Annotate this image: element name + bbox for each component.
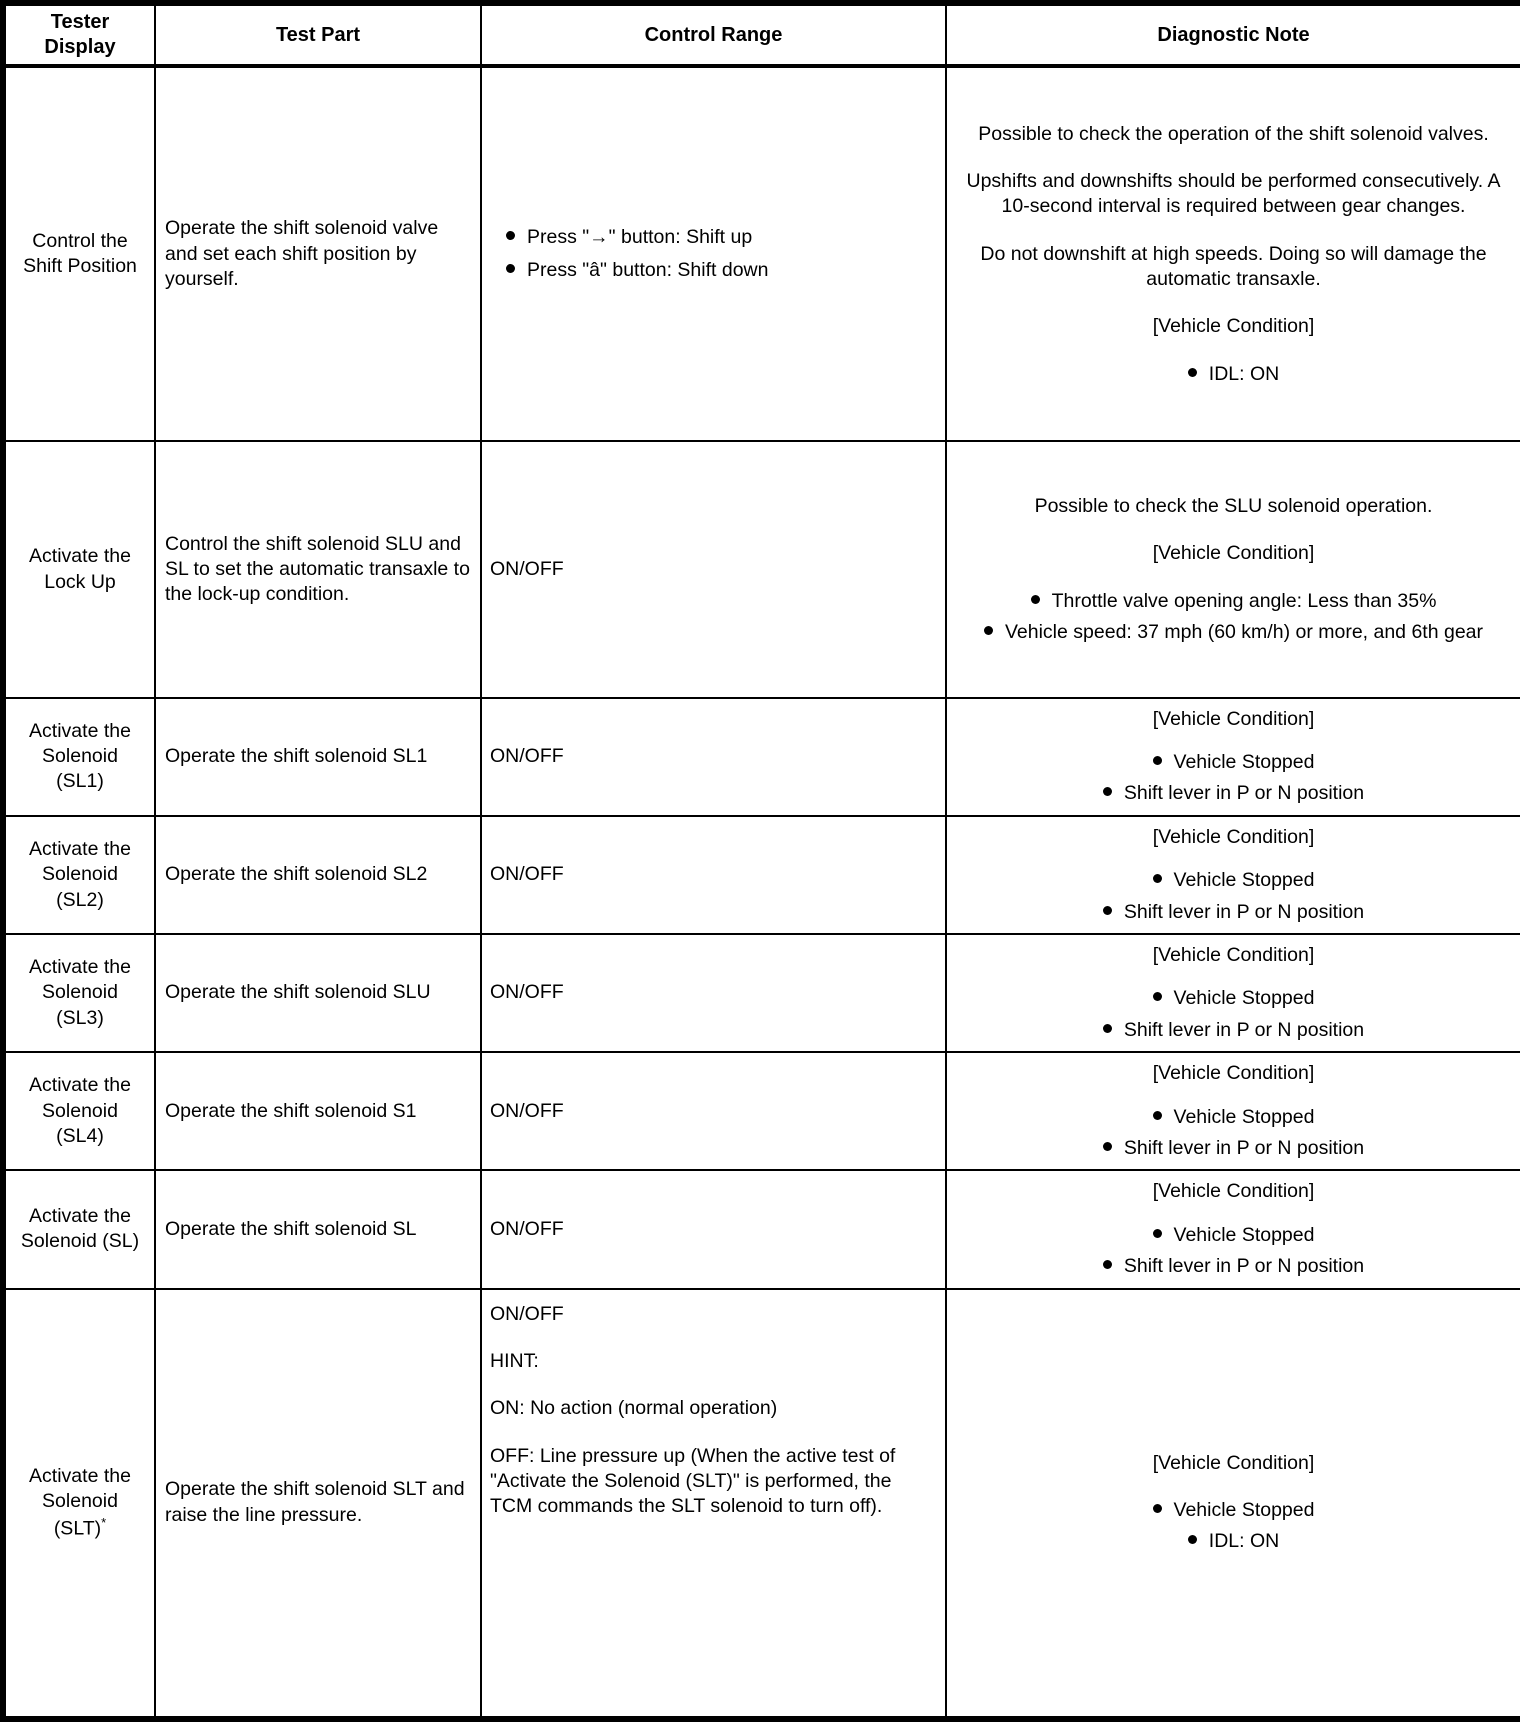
range-bullet-text: Press "â" button: Shift down	[527, 259, 769, 282]
vehicle-condition-label: [Vehicle Condition]	[1152, 944, 1315, 967]
cell-test-part: Operate the shift solenoid SL	[155, 1170, 481, 1288]
cell-tester-display: Control the Shift Position	[3, 66, 155, 441]
bullet-icon	[506, 231, 515, 240]
bullet-icon	[984, 626, 993, 635]
table-row	[3, 1170, 1520, 1288]
note-bullet-text: Shift lever in P or N position	[1123, 1136, 1365, 1159]
vehicle-condition-label: [Vehicle Condition]	[1152, 1180, 1315, 1203]
vehicle-condition-label: [Vehicle Condition]	[1152, 707, 1315, 730]
table-row	[3, 441, 1520, 697]
note-bullet-text: Throttle valve opening angle: Less than 35%	[1051, 589, 1437, 612]
cell-tester-display: Activate the Solenoid (SL4)	[3, 1052, 155, 1170]
cell-diagnostic-note	[946, 66, 1520, 441]
note-paragraph: Possible to check the operation of the shift solenoid valves.	[978, 122, 1489, 145]
note-bullet-item	[959, 1529, 1508, 1554]
bullet-icon	[1103, 1260, 1112, 1269]
note-bullet-text: Shift lever in P or N position	[1123, 900, 1365, 923]
cell-test-part: Operate the shift solenoid SLU	[155, 934, 481, 1052]
cell-diagnostic-note	[946, 698, 1520, 816]
note-bullet-text: Vehicle speed: 37 mph (60 km/h) or more, and 6th gear	[1004, 620, 1484, 643]
note-bullet-item	[959, 362, 1508, 387]
cell-test-part: Operate the shift solenoid SL1	[155, 698, 481, 816]
bullet-icon	[506, 264, 515, 273]
header-control-range: Control Range	[481, 3, 946, 66]
bullet-icon	[1103, 1142, 1112, 1151]
bullet-icon	[1031, 595, 1040, 604]
note-bullet-item	[959, 900, 1508, 925]
bullet-icon	[1188, 368, 1197, 377]
note-bullet-item	[959, 986, 1508, 1011]
note-bullet-text: Vehicle Stopped	[1173, 1499, 1315, 1522]
cell-tester-display	[3, 1289, 155, 1720]
cell-control-range	[481, 66, 946, 441]
cell-test-part: Operate the shift solenoid S1	[155, 1052, 481, 1170]
bullet-icon	[1153, 1111, 1162, 1120]
range-bullet-item	[506, 258, 937, 283]
note-paragraph: Upshifts and downshifts should be performed consecutively. A 10-second interval is required between gear changes.	[966, 169, 1501, 218]
range-bullet-item	[506, 225, 937, 250]
cell-test-part: Operate the shift solenoid SL2	[155, 816, 481, 934]
cell-test-part: Operate the shift solenoid valve and set each shift position by yourself.	[155, 66, 481, 441]
table-row	[3, 1289, 1520, 1720]
bullet-icon	[1153, 1504, 1162, 1513]
range-line: OFF: Line pressure up (When the active test of "Activate the Solenoid (SLT)" is performed, the TCM commands the SLT solenoid to turn off).	[490, 1444, 896, 1518]
cell-diagnostic-note	[946, 441, 1520, 697]
cell-tester-display: Activate the Solenoid (SL)	[3, 1170, 155, 1288]
note-bullet-text: Vehicle Stopped	[1173, 869, 1315, 892]
bullet-icon	[1103, 906, 1112, 915]
note-bullet-text: Vehicle Stopped	[1173, 1105, 1315, 1128]
cell-control-range	[481, 1289, 946, 1720]
bullet-icon	[1153, 756, 1162, 765]
note-bullet-item	[959, 1136, 1508, 1161]
cell-tester-display: Activate the Solenoid (SL1)	[3, 698, 155, 816]
cell-control-range: ON/OFF	[481, 698, 946, 816]
vehicle-condition-label: [Vehicle Condition]	[1152, 1062, 1315, 1085]
cell-diagnostic-note	[946, 1289, 1520, 1720]
bullet-icon	[1153, 992, 1162, 1001]
note-bullet-item	[959, 1105, 1508, 1130]
vehicle-condition-label: [Vehicle Condition]	[1152, 825, 1315, 848]
tester-display-text: Activate the Solenoid (SLT)	[29, 1464, 131, 1540]
table-row	[3, 816, 1520, 934]
bullet-icon	[1103, 1024, 1112, 1033]
note-bullet-item	[959, 589, 1508, 614]
bullet-icon	[1188, 1535, 1197, 1544]
note-bullet-text: Shift lever in P or N position	[1123, 1018, 1365, 1041]
note-bullet-item	[959, 781, 1508, 806]
note-bullet-item	[959, 1223, 1508, 1248]
note-bullet-text: Shift lever in P or N position	[1123, 782, 1365, 805]
note-bullet-text: Shift lever in P or N position	[1123, 1255, 1365, 1278]
note-bullet-text: Vehicle Stopped	[1173, 1223, 1315, 1246]
cell-diagnostic-note	[946, 1052, 1520, 1170]
vehicle-condition-label: [Vehicle Condition]	[1152, 1451, 1315, 1474]
table-row	[3, 1052, 1520, 1170]
bullet-icon	[1153, 1229, 1162, 1238]
range-bullet-text: Press "→" button: Shift up	[527, 225, 753, 248]
cell-control-range: ON/OFF	[481, 816, 946, 934]
cell-test-part: Control the shift solenoid SLU and SL to set the automatic transaxle to the lock-up condition.	[155, 441, 481, 697]
cell-diagnostic-note	[946, 816, 1520, 934]
header-tester-display: Tester Display	[3, 3, 155, 66]
cell-control-range: ON/OFF	[481, 441, 946, 697]
cell-tester-display: Activate the Solenoid (SL2)	[3, 816, 155, 934]
table-row	[3, 698, 1520, 816]
range-bullet-list	[490, 225, 937, 284]
note-bullet-text: Vehicle Stopped	[1173, 987, 1315, 1010]
note-bullet-item	[959, 750, 1508, 775]
note-paragraph: Possible to check the SLU solenoid operation.	[1034, 494, 1433, 517]
note-bullet-item	[959, 1254, 1508, 1279]
cell-test-part: Operate the shift solenoid SLT and raise the line pressure.	[155, 1289, 481, 1720]
header-diagnostic-note: Diagnostic Note	[946, 3, 1520, 66]
note-paragraph: Do not downshift at high speeds. Doing so will damage the automatic transaxle.	[980, 242, 1487, 290]
note-bullet-text: Vehicle Stopped	[1173, 751, 1315, 774]
note-bullet-text: IDL: ON	[1208, 1530, 1280, 1553]
vehicle-condition-label: [Vehicle Condition]	[1152, 315, 1315, 338]
note-bullet-item	[959, 1498, 1508, 1523]
note-bullet-item	[959, 868, 1508, 893]
cell-tester-display: Activate the Solenoid (SL3)	[3, 934, 155, 1052]
bullet-icon	[1153, 874, 1162, 883]
note-bullet-text: IDL: ON	[1208, 362, 1280, 385]
table-row	[3, 934, 1520, 1052]
table-row	[3, 66, 1520, 441]
cell-control-range: ON/OFF	[481, 1052, 946, 1170]
note-bullet-item	[959, 620, 1508, 645]
cell-tester-display: Activate the Lock Up	[3, 441, 155, 697]
vehicle-condition-label: [Vehicle Condition]	[1152, 542, 1315, 565]
footnote-asterisk: *	[101, 1514, 107, 1530]
header-test-part: Test Part	[155, 3, 481, 66]
range-line: HINT:	[490, 1349, 539, 1372]
range-line: ON/OFF	[490, 1302, 564, 1325]
header-row	[3, 3, 1520, 66]
cell-diagnostic-note	[946, 934, 1520, 1052]
range-line: ON: No action (normal operation)	[490, 1397, 778, 1420]
cell-control-range: ON/OFF	[481, 934, 946, 1052]
note-bullet-item	[959, 1018, 1508, 1043]
cell-control-range: ON/OFF	[481, 1170, 946, 1288]
bullet-icon	[1103, 787, 1112, 796]
cell-diagnostic-note	[946, 1170, 1520, 1288]
